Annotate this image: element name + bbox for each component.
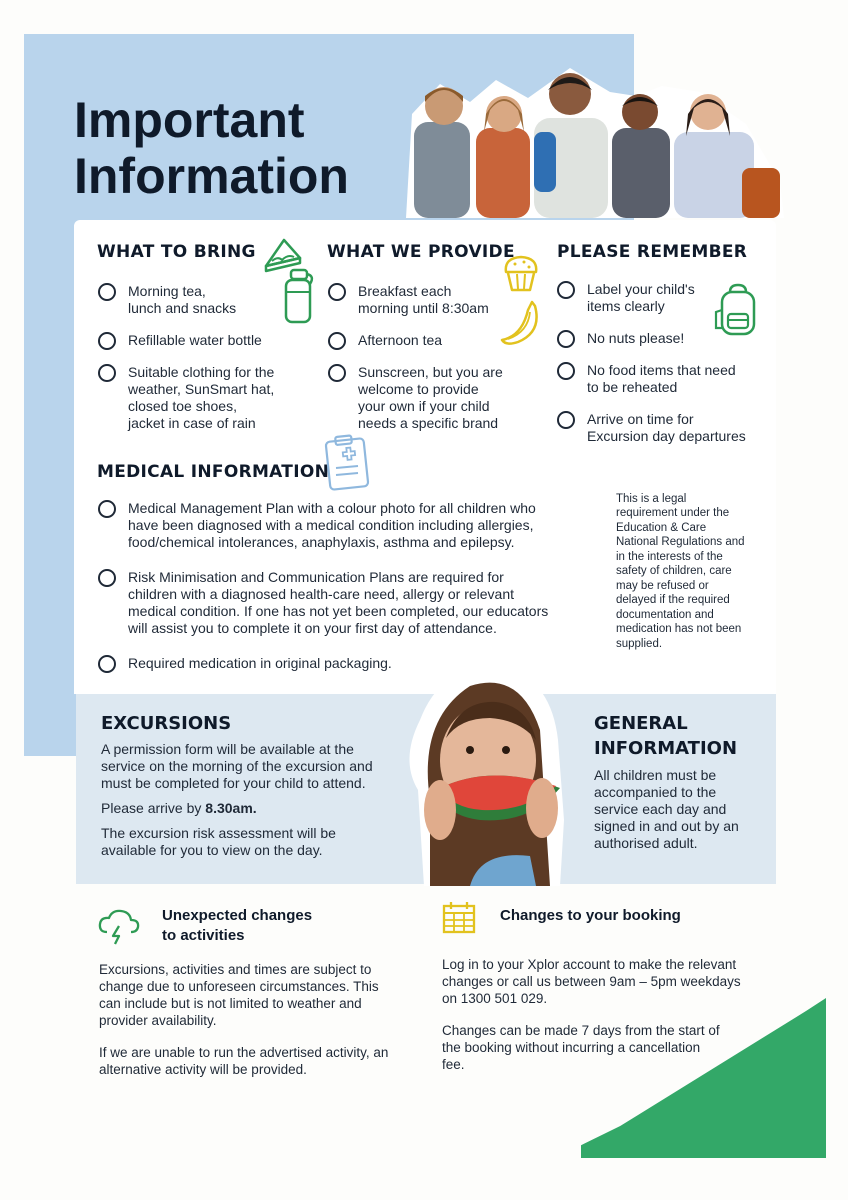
muffin-icon — [500, 252, 542, 294]
list-item: Breakfast each morning until 8:30am — [328, 283, 528, 317]
excursions-text-3: The excursion risk assessment will be available for you to view on the day. — [101, 825, 336, 858]
list-item: Risk Minimisation and Communication Plans are required for children with a diagnosed health-care need, allergy or relevant medical condition. If one has not yet been completed, our educators will assist you to complete it on your first day of attendance. — [98, 569, 598, 637]
general-information-text: All children must be accompanied to the service each day and signed in and out by an authorised adult. — [594, 767, 739, 851]
list-item: Required medication in original packaging. — [98, 655, 598, 672]
banana-icon — [498, 298, 542, 348]
changes-booking-heading: Changes to your booking — [500, 907, 681, 924]
list-item: Afternoon tea — [328, 332, 528, 349]
children-group-photo — [400, 62, 784, 218]
list-item: Sunscreen, but you are welcome to provide your own if your child needs a specific brand — [328, 364, 528, 432]
water-bottle-icon — [282, 268, 316, 326]
unexpected-changes-text-2: If we are unable to run the advertised activity, an alternative activity will be provided. — [99, 1045, 389, 1077]
storm-cloud-icon — [97, 906, 141, 946]
excursions-arrival-text: Please arrive by 8.30am. — [101, 800, 257, 816]
legal-note: This is a legal requirement under the Education & Care National Regulations and in the interests of the safety of children, care may be refused or delayed if the required documentation and medication has not been supplied. — [616, 492, 745, 650]
calendar-icon — [440, 900, 478, 936]
changes-booking-text-1: Log in to your Xplor account to make the relevant changes or call us between 9am – 5pm weekdays on 1300 501 029. — [442, 957, 741, 1006]
list-item: No food items that need to be reheated — [557, 362, 762, 396]
backpack-icon — [712, 282, 764, 340]
page-title: Important Information — [74, 92, 349, 204]
list-item: Arrive on time for Excursion day departures — [557, 411, 762, 445]
medical-clipboard-icon — [324, 434, 372, 492]
unexpected-changes-text-1: Excursions, activities and times are subject to change due to unforeseen circumstances. This can include but is not limited to weather and provider availability. — [99, 962, 379, 1028]
medical-information-list — [98, 500, 598, 687]
general-information-heading: GENERAL INFORMATION — [594, 713, 738, 759]
girl-eating-watermelon-photo — [400, 660, 568, 886]
changes-booking-text-2: Changes can be made 7 days from the start of the booking without incurring a cancellation fee. — [442, 1023, 720, 1072]
list-item: Refillable water bottle — [98, 332, 308, 349]
list-item: No nuts please! — [557, 330, 762, 347]
what-to-bring-heading: WHAT TO BRING — [97, 242, 256, 262]
list-item: Morning tea, lunch and snacks — [98, 283, 308, 317]
list-item: Label your child's items clearly — [557, 281, 762, 315]
please-remember-heading: PLEASE REMEMBER — [557, 242, 748, 262]
what-we-provide-heading: WHAT WE PROVIDE — [327, 242, 515, 262]
excursions-heading: EXCURSIONS — [101, 713, 232, 734]
medical-information-heading: MEDICAL INFORMATION — [97, 462, 330, 482]
what-to-bring-list — [98, 283, 308, 447]
unexpected-changes-heading: Unexpected changes to activities — [162, 907, 313, 944]
excursions-text-1: A permission form will be available at the service on the morning of the excursion and must be completed for your child to attend. — [101, 741, 373, 791]
list-item: Suitable clothing for the weather, SunSmart hat, closed toe shoes, jacket in case of rain — [98, 364, 308, 432]
list-item: Medical Management Plan with a colour photo for all children who have been diagnosed with a medical condition including allergies, food/chemical intolerances, anaphylaxis, asthma and epilepsy. — [98, 500, 598, 551]
